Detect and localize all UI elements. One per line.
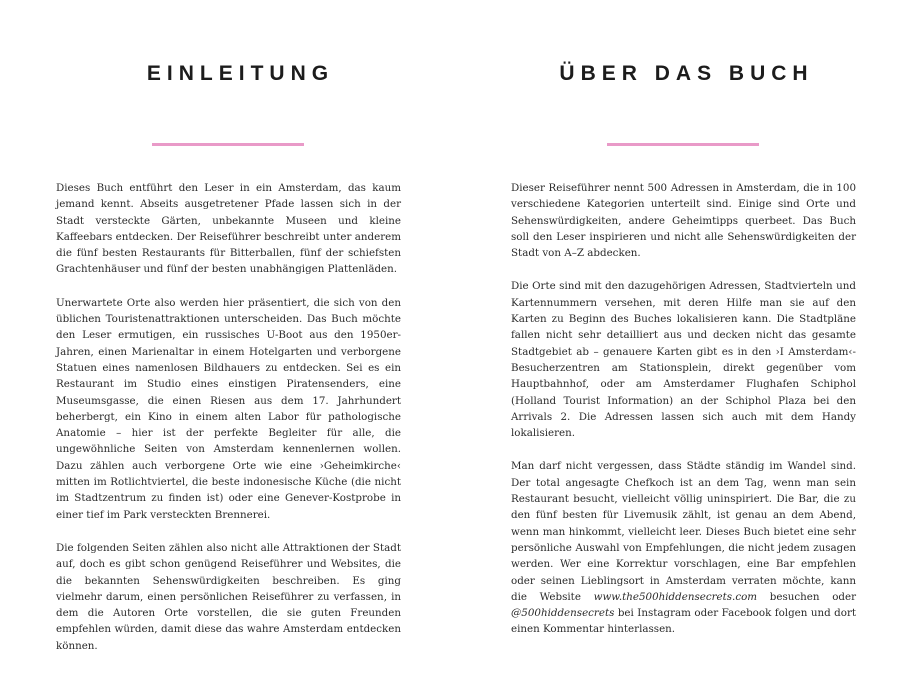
right-paragraph-3 <box>511 458 856 637</box>
left-paragraph-2: Unerwartete Orte also werden hier präsentiert, die sich von den üblichen Touristenattraktionen unterscheiden. Das Buch möchte den Leser ermutigen, ein russisches U-Boot aus den 1950er-Jahren, einen Marienaltar in einem Hotelgarten und verborgene Statuen eines namenlosen Bildhauers zu entdecken. Sei es ein Restaurant im Studio eines einstigen Piratensenders, eine Museumsgasse, die einen Riesen aus dem 17. Jahrhundert beherbergt, ein Kino in einem alten Labor für pathologische Anatomie – hier ist der perfekte Begleiter für alle, die ungewöhnliche Seiten von Amsterdam kennenlernen wollen. Dazu zählen auch verborgene Orte wie eine ›Geheimkirche‹ mitten im Rotlichtviertel, die beste indonesische Küche (die nicht im Stadtzentrum zu finden ist) oder eine Genever-Kostprobe in einer tief im Park versteckten Brennerei. <box>56 296 401 521</box>
left-page-body <box>56 180 401 671</box>
website-link: www.the500hiddensecrets.com <box>593 590 758 603</box>
left-page-heading: EINLEITUNG <box>146 62 335 85</box>
right-page-heading: ÜBER DAS BUCH <box>559 62 814 85</box>
right-page-body <box>511 180 856 655</box>
right-page <box>511 0 856 682</box>
right-paragraph-1: Dieser Reiseführer nennt 500 Adressen in Amsterdam, die in 100 verschiedene Kategorien unterteilt sind. Einige sind Orte und Sehenswürdigkeiten, andere Geheimtipps querbeet. Das Buch soll den Leser inspirieren und nicht alle Sehenswürdigkeiten der Stadt von A–Z abdecken. <box>511 182 856 260</box>
left-page <box>56 0 401 682</box>
left-heading-divider <box>152 143 304 146</box>
instagram-handle: @500hiddensecrets <box>511 607 615 620</box>
right-paragraph-3-text-after: bei Instagram oder Facebook folgen und dort einen Kommentar hinterlassen. <box>511 607 856 636</box>
right-heading-divider <box>607 143 759 146</box>
left-paragraph-1: Dieses Buch entführt den Leser in ein Amsterdam, das kaum jemand kennt. Abseits ausgetretener Pfade lassen sich in der Stadt versteckte Gärten, unbekannte Museen und kleine Kaffeebars entdecken. Der Reiseführer beschreibt unter anderem die fünf besten Restaurants für Bitterballen, fünf der schiefsten Grachtenhäuser und fünf der besten unabhängigen Plattenläden. <box>56 182 401 276</box>
right-paragraph-2: Die Orte sind mit den dazugehörigen Adressen, Stadtvierteln und Kartennummern versehen, mit deren Hilfe man sie auf den Karten zu Beginn des Buches lokalisieren kann. Die Stadtpläne fallen nicht sehr detailliert aus und decken nicht das gesamte Stadtgebiet ab – genauere Karten gibt es in den ›I Amsterdam‹-Besucherzentren am Stationsplein, direkt gegenüber vom Hauptbahnhof, oder am Amsterdamer Flughafen Schiphol (Holland Tourist Information) an der Schiphol Plaza bei den Arrivals 2. Die Adressen lassen sich auch mit dem Handy lokalisieren. <box>511 280 856 440</box>
right-paragraph-3-text-before: Man darf nicht vergessen, dass Städte ständig im Wandel sind. Der total angesagte Chefkoch ist an dem Tag, wenn man sein Restaurant besucht, vielleicht völlig uninspiriert. Die Bar, die zu den fünf besten für Livemusik zählt, ist genau an dem Abend, wenn man hinkommt, vielleicht leer. Dieses Buch bietet eine sehr persönliche Auswahl von Empfehlungen, die nicht jedem zusagen werden. Wer eine Korrektur vorschlagen, eine Bar empfehlen oder seinen Lieblingsort in Amsterdam verraten möchte, kann die Website <box>511 460 856 603</box>
left-paragraph-3: Die folgenden Seiten zählen also nicht alle Attraktionen der Stadt auf, doch es gibt schon genügend Reiseführer und Websites, die die bekannten Sehenswürdigkeiten beschreiben. Es ging vielmehr darum, einen persönlichen Reiseführer zu verfassen, in dem die Autoren Orte vorstellen, die sie guten Freunden empfehlen würden, damit diese das wahre Amsterdam entdecken können. <box>56 541 401 652</box>
right-paragraph-3-text-between: besuchen oder <box>757 590 856 603</box>
